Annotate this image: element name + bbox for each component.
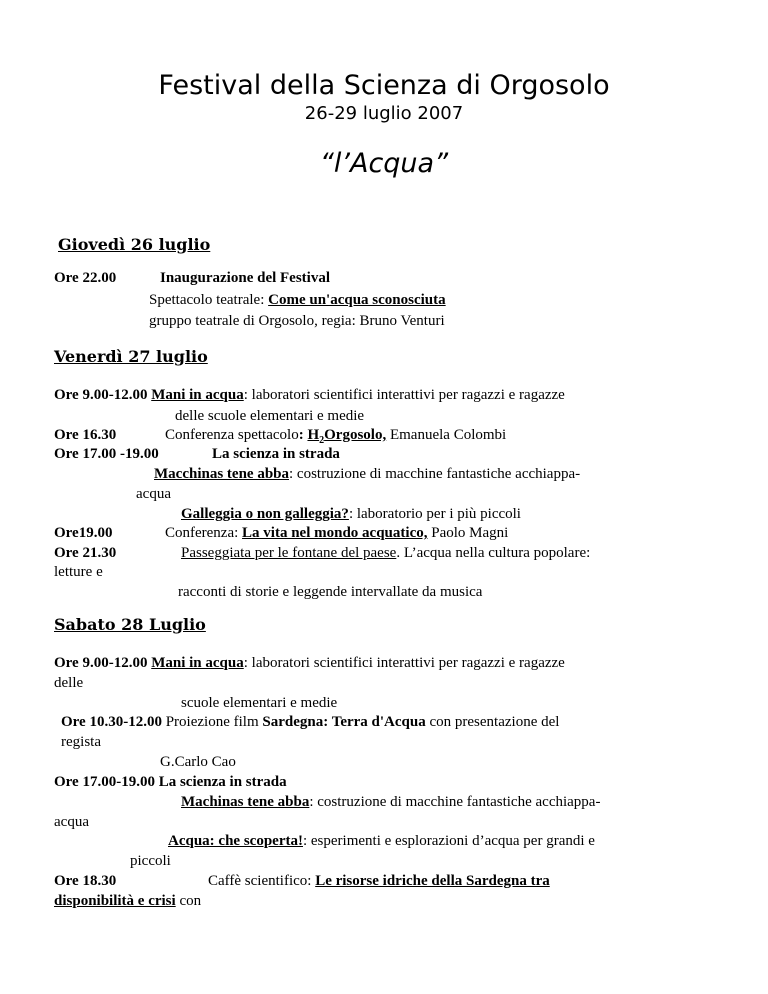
sabato-row-5: Acqua: che scoperta!: esperimenti e esplorazioni d’acqua per grandi e (168, 833, 595, 849)
sabato-row-4-cont: acqua (54, 814, 89, 830)
giovedi-heading: Giovedì 26 luglio (58, 235, 211, 254)
sabato-row-1-wrap: delle (54, 675, 84, 691)
sabato-row-2-name: G.Carlo Cao (160, 754, 236, 770)
venerdi-row-6-time: Ore19.00 (54, 525, 113, 541)
sabato-row-3: Ore 17.00-19.00 La scienza in strada (54, 774, 287, 790)
festival-dates: 26-29 luglio 2007 (304, 103, 464, 124)
venerdi-row-1-cont: delle scuole elementari e medie (175, 408, 365, 424)
venerdi-row-5: Galleggia o non galleggia?: laboratorio per i più piccoli (181, 506, 521, 522)
sabato-row-2: Ore 10.30-12.00 Proiezione film Sardegna: Terra d'Acqua con presentazione del (61, 714, 560, 730)
venerdi-row-2-time: Ore 16.30 (54, 427, 117, 443)
sabato-row-2-wrap: regista (61, 734, 101, 750)
sabato-row-4: Machinas tene abba: costruzione di macchine fantastiche acchiappa- (181, 794, 601, 810)
sabato-row-5-cont: piccoli (130, 853, 171, 869)
giovedi-time: Ore 22.00 (54, 270, 117, 286)
giovedi-credits: gruppo teatrale di Orgosolo, regia: Bruno Venturi (149, 313, 445, 329)
venerdi-row-7-time: Ore 21.30 (54, 545, 117, 561)
sabato-row-1: Ore 9.00-12.00 Mani in acqua: laboratori scientifici interattivi per ragazzi e ragazze (54, 655, 565, 671)
festival-title: Festival della Scienza di Orgosolo (158, 70, 610, 101)
venerdi-row-4-cont: acqua (136, 486, 171, 502)
sabato-row-1-cont: scuole elementari e medie (181, 695, 338, 711)
venerdi-row-2: Conferenza spettacolo: $H_2Orgosolo$, Emanuela Colombi (165, 427, 507, 446)
venerdi-row-3: La scienza in strada (212, 446, 340, 462)
venerdi-heading: Venerdì 27 luglio (54, 347, 208, 366)
sabato-row-6: Caffè scientifico: Le risorse idriche della Sardegna tra (208, 873, 550, 889)
venerdi-row-1: Ore 9.00-12.00 Mani in acqua: laboratori scientifici interattivi per ragazzi e ragazze (54, 387, 565, 403)
sabato-heading: Sabato 28 Luglio (54, 615, 206, 634)
giovedi-event: Inaugurazione del Festival (160, 270, 331, 286)
festival-theme: “l’Acqua” (319, 148, 449, 179)
venerdi-row-4: Macchinas tene abba: costruzione di macchine fantastiche acchiappa- (154, 466, 581, 482)
venerdi-row-3-time: Ore 17.00 -19.00 (54, 446, 159, 462)
venerdi-row-7-wrap: letture e (54, 564, 103, 580)
sabato-row-6-cont: disponibilità e crisi con (54, 893, 202, 909)
sabato-row-6-time: Ore 18.30 (54, 873, 117, 889)
venerdi-row-7: Passeggiata per le fontane del paese. L’acqua nella cultura popolare: (181, 545, 591, 561)
venerdi-row-7-cont: racconti di storie e leggende intervallate da musica (178, 584, 483, 600)
giovedi-show: Spettacolo teatrale: Come un'acqua sconosciuta (149, 292, 446, 308)
venerdi-row-6: Conferenza: La vita nel mondo acquatico, Paolo Magni (165, 525, 509, 541)
